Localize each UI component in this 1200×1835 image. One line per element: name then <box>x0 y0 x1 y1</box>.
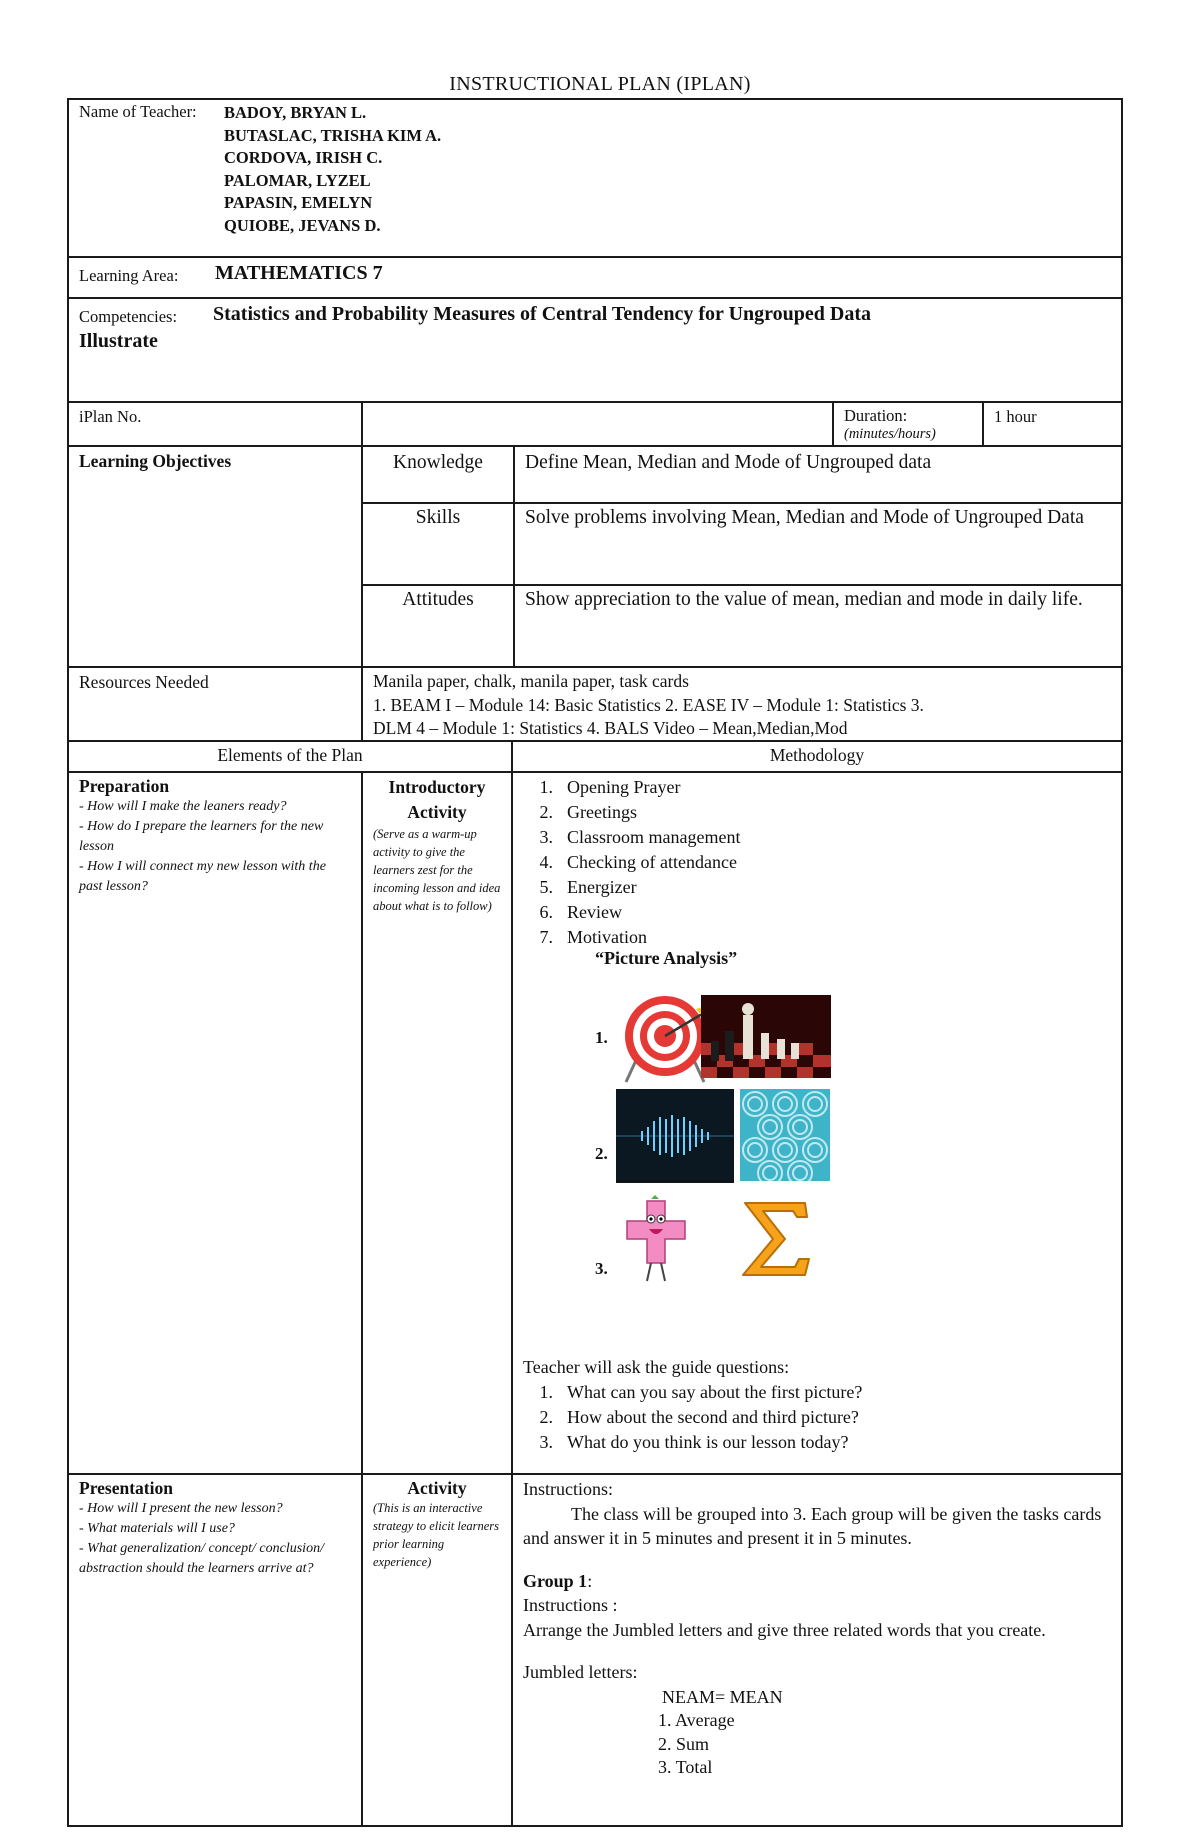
step-item: 4. Checking of attendance <box>539 852 737 872</box>
resources-line: DLM 4 – Module 1: Statistics 4. BALS Video – Mean,Median,Mod <box>373 718 848 738</box>
motivation-title: “Picture Analysis” <box>595 948 738 968</box>
presentation-question: - What materials will I use? <box>79 1521 235 1536</box>
picture-label: 1. <box>595 1028 608 1047</box>
preparation-title: Preparation <box>79 776 170 796</box>
teacher-names <box>224 102 441 237</box>
document-title: INSTRUCTIONAL PLAN (IPLAN) <box>449 73 751 95</box>
teacher-row <box>69 100 1121 258</box>
preparation-question: - How do I prepare the learners for the new lesson <box>79 819 324 854</box>
duration-label: Duration: <box>844 406 908 425</box>
iplan-label: iPlan No. <box>79 407 142 426</box>
teacher-name: PAPASIN, EMELYN <box>224 193 373 212</box>
teacher-name: BUTASLAC, TRISHA KIM A. <box>224 125 442 145</box>
competencies-row <box>69 299 1121 403</box>
objective-domain: Attitudes <box>402 589 474 610</box>
group-1-heading: Group 1: <box>523 1570 593 1591</box>
preparation-question: - How I will connect my new lesson with the past lesson? <box>79 859 326 894</box>
presentation-question: - How will I present the new lesson? <box>79 1501 283 1516</box>
teacher-name: BADOY, BRYAN L. <box>224 103 367 122</box>
picture-label: 2. <box>595 1144 608 1163</box>
guide-questions <box>523 1355 862 1455</box>
resources-line: Manila paper, chalk, manila paper, task cards <box>373 671 689 691</box>
objective-text: Solve problems involving Mean, Median and Mode of Ungrouped Data <box>513 502 1121 584</box>
objective-row-skills <box>363 502 1121 586</box>
guide-question: 3. What do you think is our lesson today? <box>539 1432 849 1452</box>
competencies-value-2: Illustrate <box>79 330 158 352</box>
presentation-row <box>69 1475 1121 1825</box>
teacher-name: QUIOBE, JEVANS D. <box>224 215 381 235</box>
guide-intro: Teacher will ask the guide questions: <box>523 1357 790 1377</box>
target-image <box>616 996 714 1084</box>
introductory-activity-note: (Serve as a warm-up activity to give the learners zest for the incoming lesson and idea about what is to follow) <box>373 827 501 913</box>
step-item: 7. Motivation <box>539 927 647 947</box>
learning-area-value: MATHEMATICS 7 <box>215 262 383 284</box>
sound-wave-image <box>616 1089 734 1183</box>
iplan-table <box>67 98 1123 1827</box>
objective-text: Show appreciation to the value of mean, median and mode in daily life. <box>513 584 1121 666</box>
step-item: 2. Greetings <box>539 802 637 822</box>
teacher-name: PALOMAR, LYZEL <box>224 170 371 190</box>
resources-label: Resources Needed <box>79 672 209 692</box>
activity-note: (This is an interactive strategy to elicit learners prior learning experience) <box>373 1501 500 1569</box>
step-item: 5. Energizer <box>539 877 637 897</box>
presentation-question: - What generalization/ concept/ conclusion/ abstraction should the learners arrive at? <box>79 1541 324 1576</box>
group-1-instructions-text: Arrange the Jumbled letters and give three related words that you create. <box>523 1619 1046 1640</box>
activity-title: Activity <box>407 1478 467 1498</box>
competencies-label: Competencies: <box>79 307 178 326</box>
objectives-table <box>361 447 1121 666</box>
teacher-name: CORDOVA, IRISH C. <box>224 148 383 167</box>
objective-domain: Knowledge <box>393 452 483 473</box>
chess-image <box>701 995 831 1078</box>
jumbled-label: Jumbled letters: <box>523 1662 638 1682</box>
related-word: 3. Total <box>658 1757 713 1777</box>
duration-hint: (minutes/hours) <box>844 426 936 442</box>
step-item: 3. Classroom management <box>539 827 741 847</box>
objective-domain: Skills <box>415 507 461 528</box>
jumbled-word: NEAM= MEAN <box>662 1686 783 1707</box>
pattern-image <box>740 1089 830 1181</box>
presentation-title: Presentation <box>79 1478 173 1498</box>
objective-row-knowledge <box>363 447 1121 504</box>
picture-label: 3. <box>595 1259 608 1278</box>
guide-question: 2. How about the second and third picture? <box>539 1407 859 1427</box>
preparation-row <box>69 773 1121 1475</box>
objective-row-attitudes <box>363 584 1121 666</box>
resources-row <box>69 668 1121 742</box>
related-words <box>523 1709 1111 1780</box>
group-1-instructions-label: Instructions : <box>523 1595 618 1615</box>
related-word: 1. Average <box>658 1710 735 1730</box>
step-item: 1. Opening Prayer <box>539 777 681 797</box>
sigma-image <box>735 1197 815 1281</box>
opening-steps <box>529 773 1111 950</box>
guide-question: 1. What can you say about the first picture? <box>539 1382 863 1402</box>
step-item: 6. Review <box>539 902 622 922</box>
iplan-row <box>69 403 1121 447</box>
learning-objectives-row <box>69 447 1121 668</box>
methodology-header: Methodology <box>511 742 1121 771</box>
learning-area-label: Learning Area: <box>79 266 179 285</box>
resources-list <box>361 668 1121 740</box>
introductory-activity-title: Introductory Activity <box>388 777 486 822</box>
related-word: 2. Sum <box>658 1733 710 1754</box>
teacher-label: Name of Teacher: <box>79 102 197 121</box>
learning-area-row <box>69 258 1121 299</box>
learning-objectives-label: Learning Objectives <box>79 451 232 471</box>
resources-line: 1. BEAM I – Module 14: Basic Statistics 2. EASE IV – Module 1: Statistics 3. <box>373 694 924 715</box>
preparation-question: - How will I make the leaners ready? <box>79 799 287 814</box>
instructions-label: Instructions: <box>523 1479 613 1499</box>
plus-character-image <box>621 1195 691 1287</box>
plan-header-row <box>69 742 1121 773</box>
elements-header: Elements of the Plan <box>217 745 363 765</box>
objective-text: Define Mean, Median and Mode of Ungrouped data <box>513 447 1121 502</box>
instructions-text: The class will be grouped into 3. Each group will be given the tasks cards and answer it in 5 minutes and present it in 5 minutes. <box>523 1503 1102 1548</box>
competencies-value: Statistics and Probability Measures of Central Tendency for Ungrouped Data <box>213 303 871 325</box>
duration-value: 1 hour <box>994 407 1037 426</box>
